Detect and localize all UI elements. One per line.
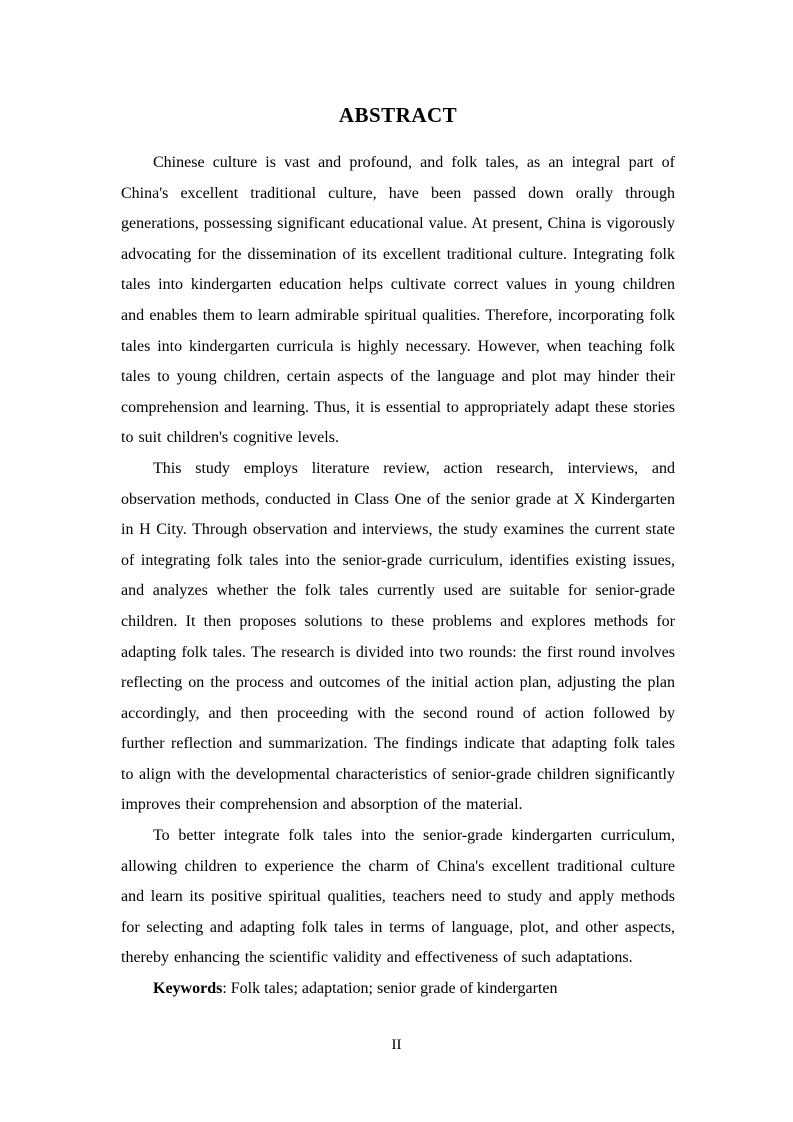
page-title: ABSTRACT	[338, 103, 458, 127]
abstract-paragraph-3: To better integrate folk tales into the senior-grade kindergarten curriculum, allowing children to experience the charm of China's excellent traditional culture and learn its positive spiritual qualities, teachers need to study and apply methods for selecting and adapting folk tales in terms of language, plot, and other aspects, thereby enhancing the scientific validity and effectiveness of such adaptations.	[121, 827, 675, 967]
abstract-paragraph-1: Chinese culture is vast and profound, and folk tales, as an integral part of China's excellent traditional culture, have been passed down orally through generations, possessing significant educational value. At present, China is vigorously advocating for the dissemination of its excellent traditional culture. Integrating folk tales into kindergarten education helps cultivate correct values in young children and enables them to learn admirable spiritual qualities. Therefore, incorporating folk tales into kindergarten curricula is highly necessary. However, when teaching folk tales to young children, certain aspects of the language and plot may hinder their comprehension and learning. Thus, it is essential to appropriately adapt these stories to suit children's cognitive levels.	[121, 154, 675, 447]
keywords-line	[121, 974, 675, 1005]
page-number: II	[391, 1036, 402, 1053]
keywords-label: Keywords	[153, 980, 223, 998]
abstract-section	[0, 102, 793, 1005]
keywords-value: : Folk tales; adaptation; senior grade of kindergarten	[222, 980, 558, 998]
abstract-paragraph-2: This study employs literature review, action research, interviews, and observation methods, conducted in Class One of the senior grade at X Kindergarten in H City. Through observation and interviews, the study examines the current state of integrating folk tales into the senior-grade curriculum, identifies existing issues, and analyzes whether the folk tales currently used are suitable for senior-grade children. It then proposes solutions to these problems and explores methods for adapting folk tales. The research is divided into two rounds: the first round involves reflecting on the process and outcomes of the initial action plan, adjusting the plan accordingly, and then proceeding with the second round of action followed by further reflection and summarization. The findings indicate that adapting folk tales to align with the developmental characteristics of senior-grade children significantly improves their comprehension and absorption of the material.	[121, 459, 675, 814]
